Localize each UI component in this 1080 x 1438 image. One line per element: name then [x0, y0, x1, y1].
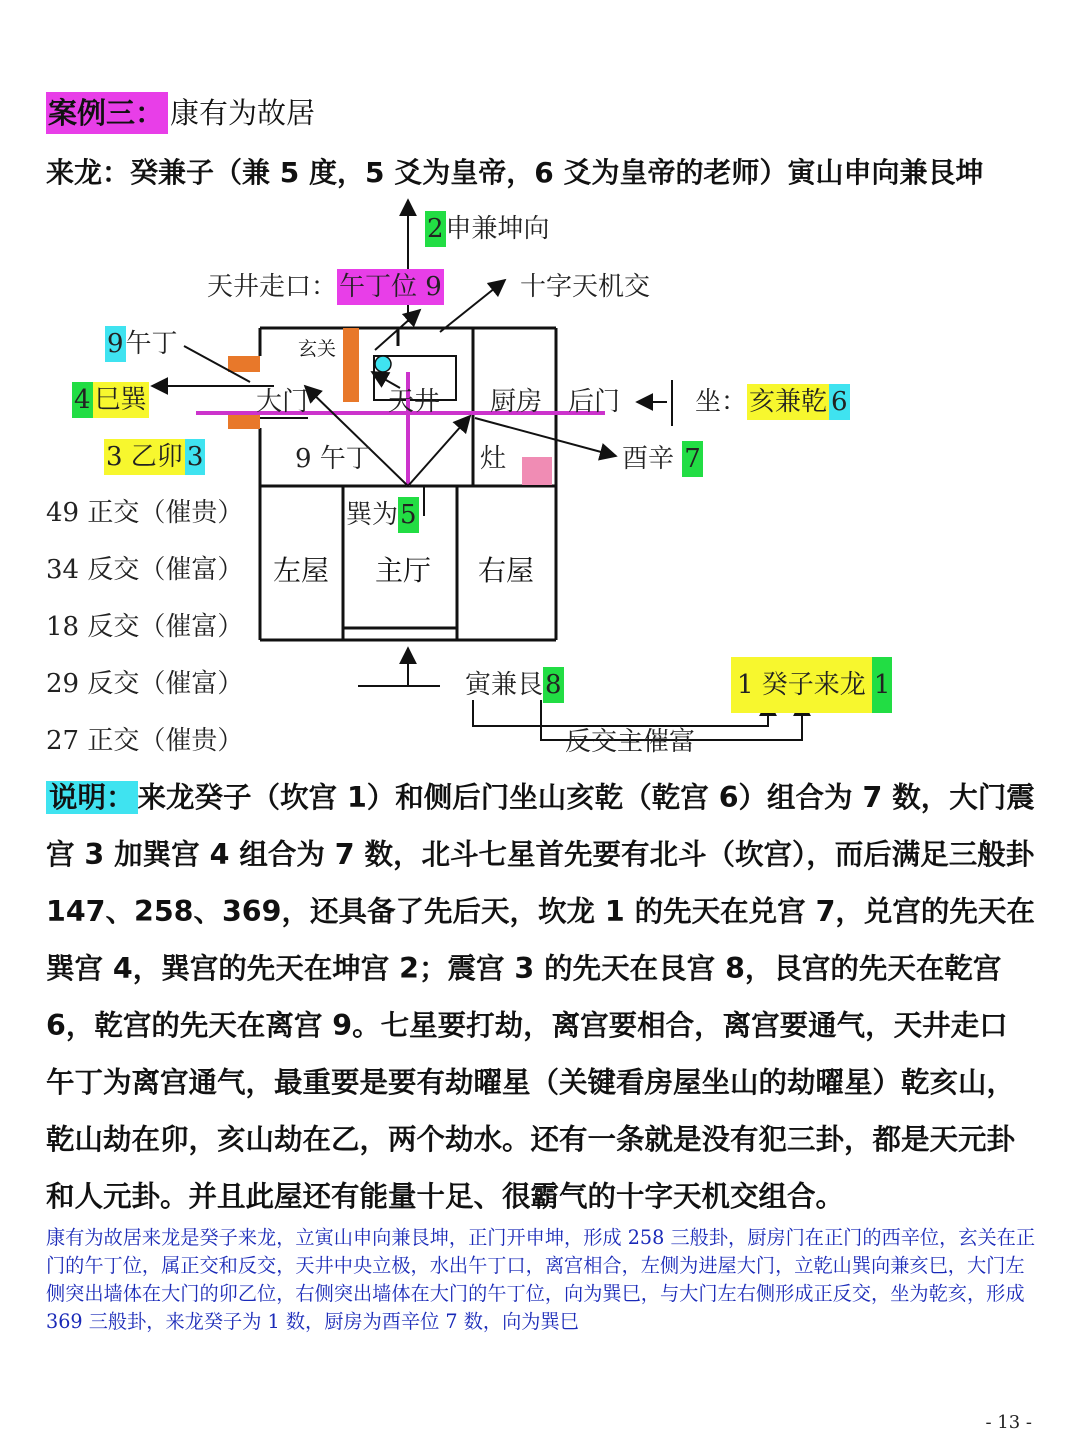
xuanguan-label: 玄关: [298, 338, 337, 360]
page-number: - 13 -: [985, 1412, 1032, 1433]
main-hall-label: 主厅: [375, 554, 432, 587]
left-wuding-num: 9: [105, 326, 126, 362]
taiji-point: [375, 356, 391, 372]
xuanguan-wall: [343, 328, 359, 402]
stove-block: [522, 457, 552, 485]
guizi-label: [731, 657, 892, 713]
zuo-text: 坐：: [695, 387, 748, 417]
right-room-label: 右屋: [478, 554, 535, 587]
direction-num: 2: [425, 211, 446, 247]
left-wuding-text: 午丁: [125, 329, 178, 359]
damen-label: 大门: [256, 387, 309, 417]
left-protrusion-top: [228, 356, 260, 372]
side-list-item: 18 反交（催富）: [46, 612, 244, 642]
yinjiangen-num: 8: [543, 667, 564, 703]
tianjing-exit-label: [207, 269, 444, 305]
yinjiangen-text: 寅兼艮: [465, 670, 544, 700]
explanation-lead: 说明：: [46, 781, 138, 814]
youxin-label: [622, 441, 703, 477]
left-room-label: 左屋: [273, 554, 330, 587]
lailong-line: 来龙：癸兼子（兼 5 度，5 爻为皇帝，6 爻为皇帝的老师）寅山申向兼艮坤: [46, 156, 984, 189]
si-xun-label: [72, 382, 149, 418]
yimao-label: [104, 439, 205, 475]
wuding-position: 午丁位 9: [337, 269, 444, 305]
xunwei-num: 5: [398, 497, 419, 533]
direction-label: [425, 211, 550, 247]
side-list-item: 29 反交（催富）: [46, 669, 244, 699]
direction-text: 申兼坤向: [445, 214, 550, 244]
tianjing-label: 天井: [388, 387, 441, 417]
cross-label: 十字天机交: [520, 272, 651, 302]
side-list-item: 49 正交（催贵）: [46, 498, 244, 528]
xunwei-text: 巽为: [346, 500, 399, 530]
zao-label: 灶: [480, 444, 507, 474]
youxin-text: 酉辛: [622, 444, 675, 474]
case-name: 康有为故居: [170, 96, 316, 130]
si-xun-text: 巳巽: [93, 382, 149, 418]
houmen-label: 后门: [568, 387, 621, 417]
yimao-text: 3 乙卯: [104, 439, 185, 475]
explanation-paragraph: [46, 769, 1036, 1225]
zuo-label: [695, 384, 850, 420]
tianjing-exit-text: 天井走口：: [207, 272, 338, 302]
fanjiao-label: 反交主催富: [565, 727, 696, 757]
jiuwuding-label: 9 午丁: [295, 444, 372, 474]
si-xun-num: 4: [72, 382, 93, 418]
side-list-item: 27 正交（催贵）: [46, 726, 244, 756]
yimao-num: 3: [185, 439, 206, 475]
guizi-text: 1 癸子来龙: [731, 657, 872, 713]
chufang-label: 厨房: [490, 387, 543, 417]
youxin-num: 7: [682, 441, 703, 477]
xunwei-label: [346, 497, 419, 533]
zuo-num: 6: [829, 384, 850, 420]
side-list-item: 34 反交（催富）: [46, 555, 244, 585]
blue-note: 康有为故居来龙是癸子来龙，立寅山申向兼艮坤，正门开申坤，形成 258 三般卦，厨房门在正门的西辛位，玄关在正门的午丁位，属正交和反交，天井中央立极，水出午丁口，离宫相合，左侧为进屋大门，立乾山巽向兼亥巳，大门左侧突出墙体在大门的卯乙位，右侧突出墙体在大门的午丁位，向为巽巳，与大门左右侧形成正反交，坐为乾亥，形成 369 三般卦，来龙癸子为 1 数，厨房为酉辛位 7 数，向为巽巳: [46, 1226, 1036, 1333]
explanation-text: 来龙癸子（坎宫 1）和侧后门坐山亥乾（乾宫 6）组合为 7 数，大门震宫 3 加巽宫 4 组合为 7 数，北斗七星首先要有北斗（坎宫），而后满足三般卦 147、258、369，还具备了先后天，坎龙 1 的先天在兑宫 7，兑宫的先天在巽宫 4，巽宫的先天在坤宫 2；震宫 3 的先天在艮宫 8，艮宫的先天在乾宫 6，乾宫的先天在离宫 9。七星要打劫，离宫要相合，离宫要通气，天井走口午丁为离宫通气，最重要是要有劫曜星（关键看房屋坐山的劫曜星）乾亥山，乾山劫在卯，亥山劫在乙，两个劫水。还有一条就是没有犯三卦，都是天元卦和人元卦。并且此屋还有能量十足、很霸气的十字天机交组合。: [46, 781, 1035, 1213]
case-tag: 案例三：: [46, 92, 168, 134]
left-wuding-label: [105, 326, 178, 362]
zuo-value: 亥兼乾: [747, 384, 829, 420]
guizi-num: 1: [872, 657, 893, 713]
yinjiangen-label: [465, 667, 564, 703]
